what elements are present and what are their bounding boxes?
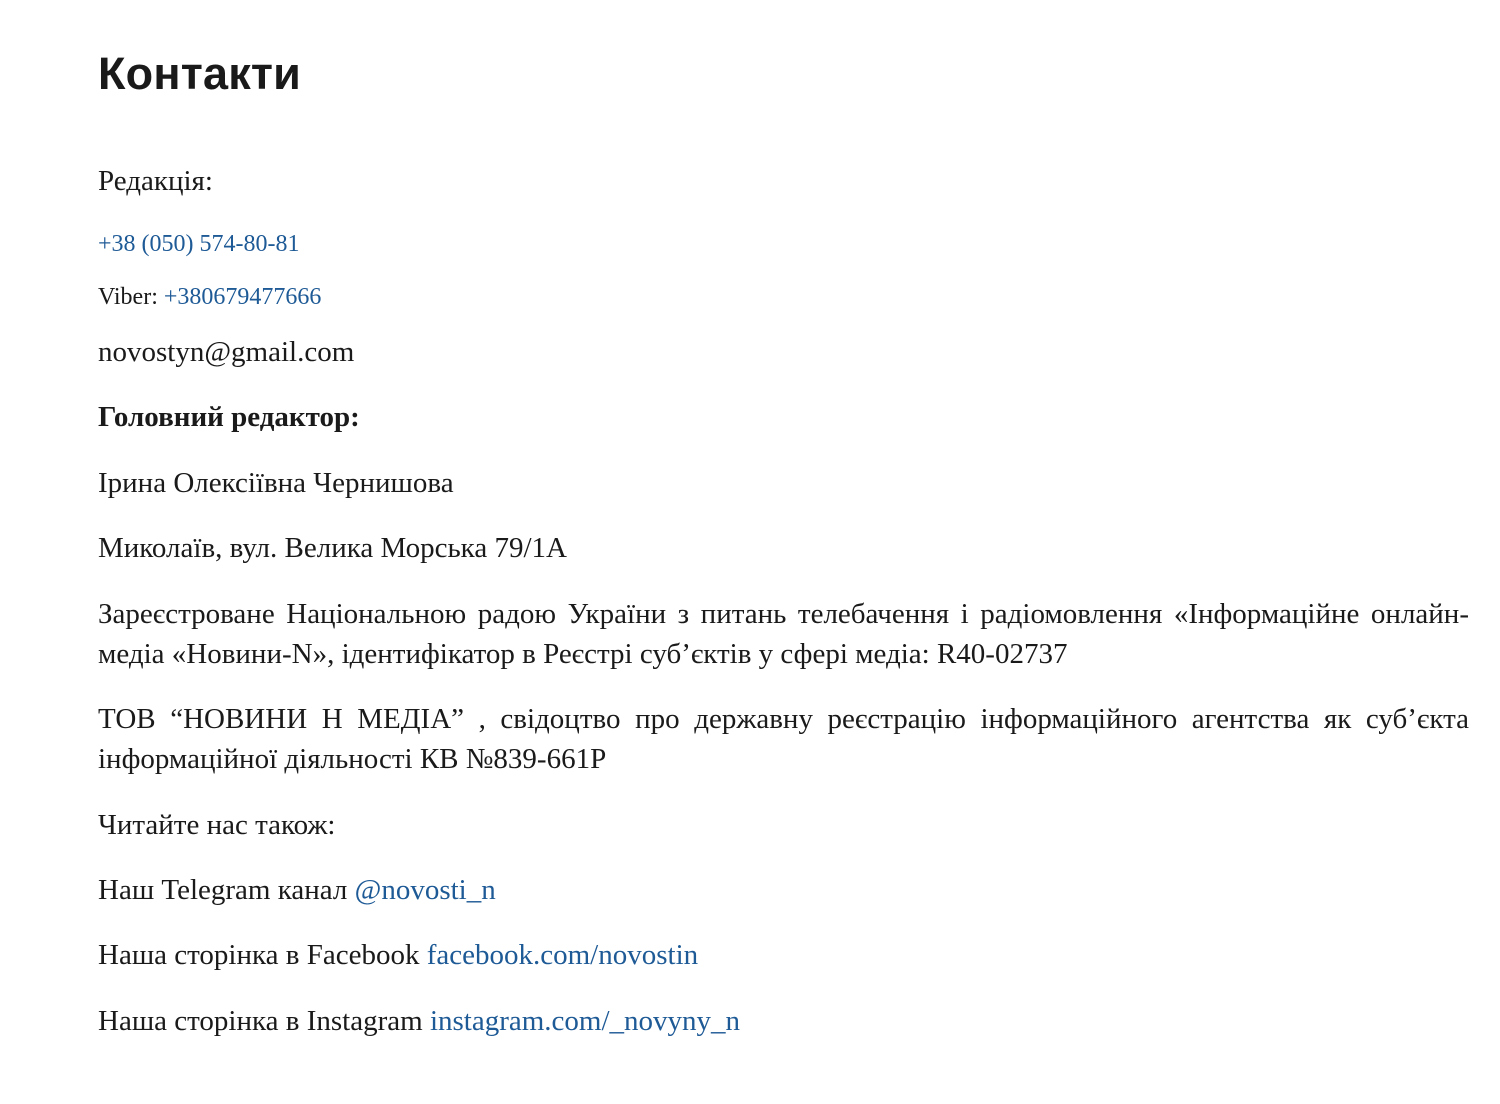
facebook-label: Наша сторінка в Facebook bbox=[98, 939, 427, 971]
editorial-email: novostyn@gmail.com bbox=[98, 336, 355, 368]
editorial-phone-line bbox=[98, 229, 300, 259]
telegram-link[interactable]: @novosti_n bbox=[354, 874, 496, 906]
social-intro: Читайте нас також: bbox=[98, 809, 336, 841]
editorial-phone-link[interactable]: +38 (050) 574-80-81 bbox=[98, 231, 300, 257]
viber-number-link[interactable]: +380679477666 bbox=[163, 284, 322, 310]
address: Миколаїв, вул. Велика Морська 79/1А bbox=[98, 532, 567, 564]
chief-editor-label: Головний редактор: bbox=[98, 401, 360, 433]
page-title: Контакти bbox=[98, 48, 302, 99]
telegram-line bbox=[98, 872, 496, 908]
chief-editor-name: Ірина Олексіївна Чернишова bbox=[98, 467, 454, 499]
telegram-label: Наш Telegram канал bbox=[98, 874, 355, 906]
viber-line bbox=[98, 282, 321, 312]
registration-text: Зареєстроване Національною радою України з питань телебачення і радіомовлення «Інформаційне онлайн-медіа «Новини-N», ідентифікатор в Реєстрі суб’єктів у сфері медіа: R40-02737 bbox=[98, 598, 1469, 670]
editorial-label: Редакція: bbox=[98, 165, 213, 197]
instagram-link[interactable]: instagram.com/_novyny_n bbox=[429, 1005, 741, 1037]
facebook-line bbox=[98, 937, 698, 973]
instagram-label: Наша сторінка в Instagram bbox=[98, 1005, 430, 1037]
viber-label: Viber: bbox=[98, 284, 164, 310]
facebook-link[interactable]: facebook.com/novostin bbox=[426, 939, 699, 971]
company-text: ТОВ “НОВИНИ Н МЕДІА” , свідоцтво про державну реєстрацію інформаційного агентства як суб’єкта інформаційної діяльності КВ №839-661Р bbox=[98, 703, 1469, 775]
instagram-line bbox=[98, 1003, 740, 1039]
